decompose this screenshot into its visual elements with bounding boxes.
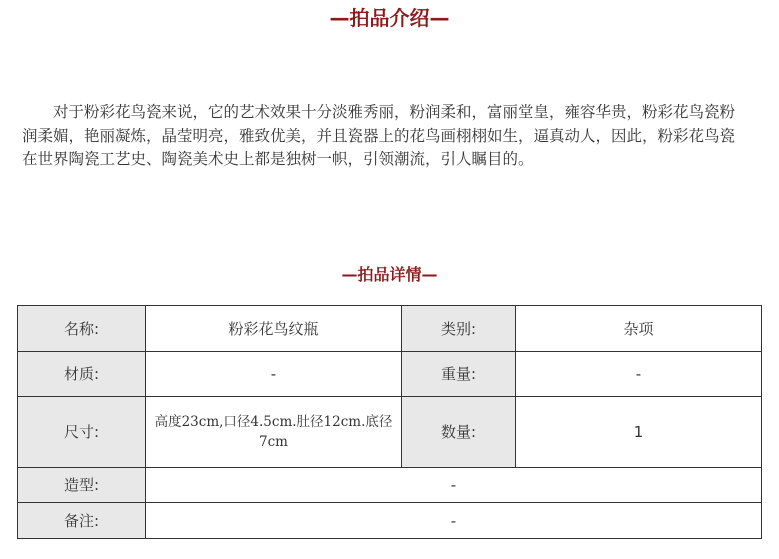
size-value: 高度23cm,口径4.5cm.肚径12cm.底径7cm xyxy=(146,397,402,468)
shape-label: 造型: xyxy=(18,468,146,503)
category-label: 类别: xyxy=(402,306,516,352)
intro-section-title: —拍品介绍— xyxy=(329,6,450,30)
material-value: - xyxy=(146,352,402,397)
quantity-value: 1 xyxy=(516,397,762,468)
material-label: 材质: xyxy=(18,352,146,397)
weight-value: - xyxy=(516,352,762,397)
remark-value: - xyxy=(146,503,762,539)
weight-label: 重量: xyxy=(402,352,516,397)
table-row xyxy=(18,503,762,539)
table-row xyxy=(18,468,762,503)
remark-label: 备注: xyxy=(18,503,146,539)
quantity-label: 数量: xyxy=(402,397,516,468)
table-row xyxy=(18,352,762,397)
shape-value: - xyxy=(146,468,762,503)
table-row xyxy=(18,306,762,352)
name-value: 粉彩花鸟纹瓶 xyxy=(146,306,402,352)
details-section-title: —拍品详情— xyxy=(341,265,438,284)
details-table xyxy=(17,305,762,539)
name-label: 名称: xyxy=(18,306,146,352)
table-row xyxy=(18,397,762,468)
category-value: 杂项 xyxy=(516,306,762,352)
intro-paragraph: 对于粉彩花鸟瓷来说，它的艺术效果十分淡雅秀丽，粉润柔和，富丽堂皇，雍容华贵，粉彩花鸟瓷粉润柔媚，艳丽凝炼，晶莹明亮，雅致优美，并且瓷器上的花鸟画栩栩如生，逼真动人，因此，粉彩花鸟瓷在世界陶瓷工艺史、陶瓷美术史上都是独树一帜，引领潮流，引人瞩目的。 xyxy=(22,103,736,168)
size-label: 尺寸: xyxy=(18,397,146,468)
